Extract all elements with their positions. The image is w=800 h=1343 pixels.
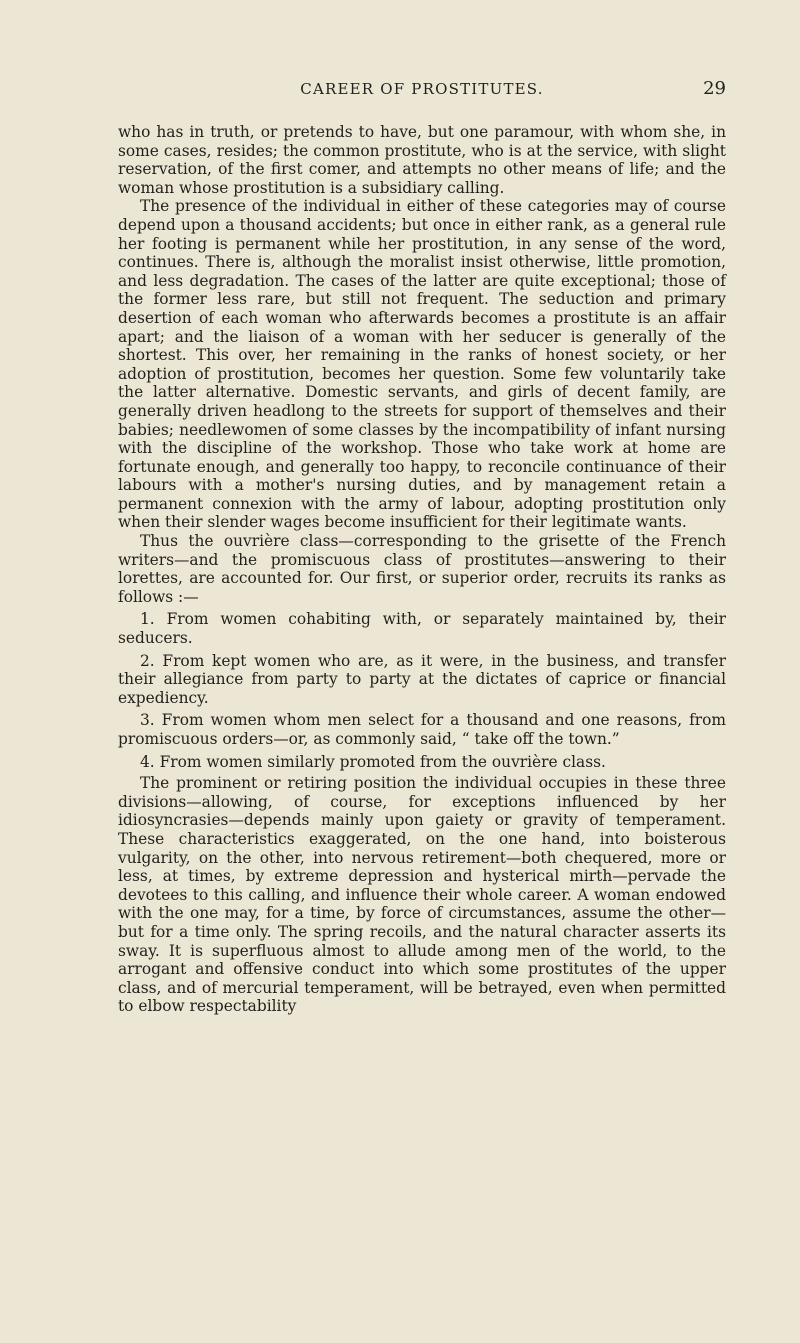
paragraph-continued: who has in truth, or pretends to have, but one paramour, with whom she, in some cases, resides; the common prostitute, who is at the service, with slight reservation, of the first comer, and attempts no other means of life; and the woman whose prostitution is a subsidiary calling. bbox=[118, 123, 726, 197]
running-head bbox=[118, 78, 726, 100]
page-number: 29 bbox=[703, 78, 726, 99]
body-text bbox=[118, 123, 726, 1016]
list-item: 2. From kept women who are, as it were, in the business, and transfer their allegiance from party to party at the dictates of caprice or financial expediency. bbox=[118, 651, 726, 707]
list-item: 3. From women whom men select for a thousand and one reasons, from promiscuous orders—or, as commonly said, “ take off the town.” bbox=[118, 711, 726, 748]
paragraph-classes: Thus the ouvrière class—corresponding to the grisette of the French writers—and the promiscuous class of prostitutes—answering to their lorettes, are accounted for. Our first, or superior order, recruits its ranks as follows :— bbox=[118, 532, 726, 606]
list-item: 4. From women similarly promoted from the ouvrière class. bbox=[140, 752, 606, 771]
paragraph-temperament: The prominent or retiring position the individual occupies in these three divisions—allowing, of course, for exceptions influenced by her idiosyncrasies—depends mainly upon gaiety or gravity of temperament. These characteristics exaggerated, on the one hand, into boisterous vulgarity, on the other, into nervous retirement—both chequered, more or less, at times, by extreme depression and hysterical mirth—pervade the devotees to this calling, and influence their whole career. A woman endowed with the one may, for a time, by force of circumstances, assume the other—but for a time only. The spring recoils, and the natural character asserts its sway. It is superfluous almost to allude among men of the world, to the arrogant and offensive conduct into which some prostitutes of the upper class, and of mercurial temperament, will be betrayed, even when permitted to elbow respectability bbox=[118, 774, 726, 1016]
running-title: CAREER OF PROSTITUTES. bbox=[300, 80, 544, 98]
paragraph-categories: The presence of the individual in either of these categories may of course depend upon a thousand accidents; but once in either rank, as a general rule her footing is permanent while her prostitution, in any sense of the word, continues. There is, although the moralist insist otherwise, little promotion, and less degradation. The cases of the latter are quite exceptional; those of the former less rare, but still not frequent. The seduction and primary desertion of each woman who afterwards becomes a prostitute is an affair apart; and the liaison of a woman with her seducer is generally of the shortest. This over, her remaining in the ranks of honest society, or her adoption of prostitution, becomes her question. Some few voluntarily take the latter alternative. Domestic servants, and girls of decent family, are generally driven headlong to the streets for support of themselves and their babies; needlewomen of some classes by the incompatibility of infant nursing with the discipline of the workshop. Those who take work at home are fortunate enough, and generally too happy, to reconcile continuance of their labours with a mother's nursing duties, and by management retain a permanent connexion with the army of labour, adopting prostitution only when their slender wages become insufficient for their legitimate wants. bbox=[118, 197, 726, 532]
list-item: 1. From women cohabiting with, or separately maintained by, their seducers. bbox=[118, 610, 726, 648]
